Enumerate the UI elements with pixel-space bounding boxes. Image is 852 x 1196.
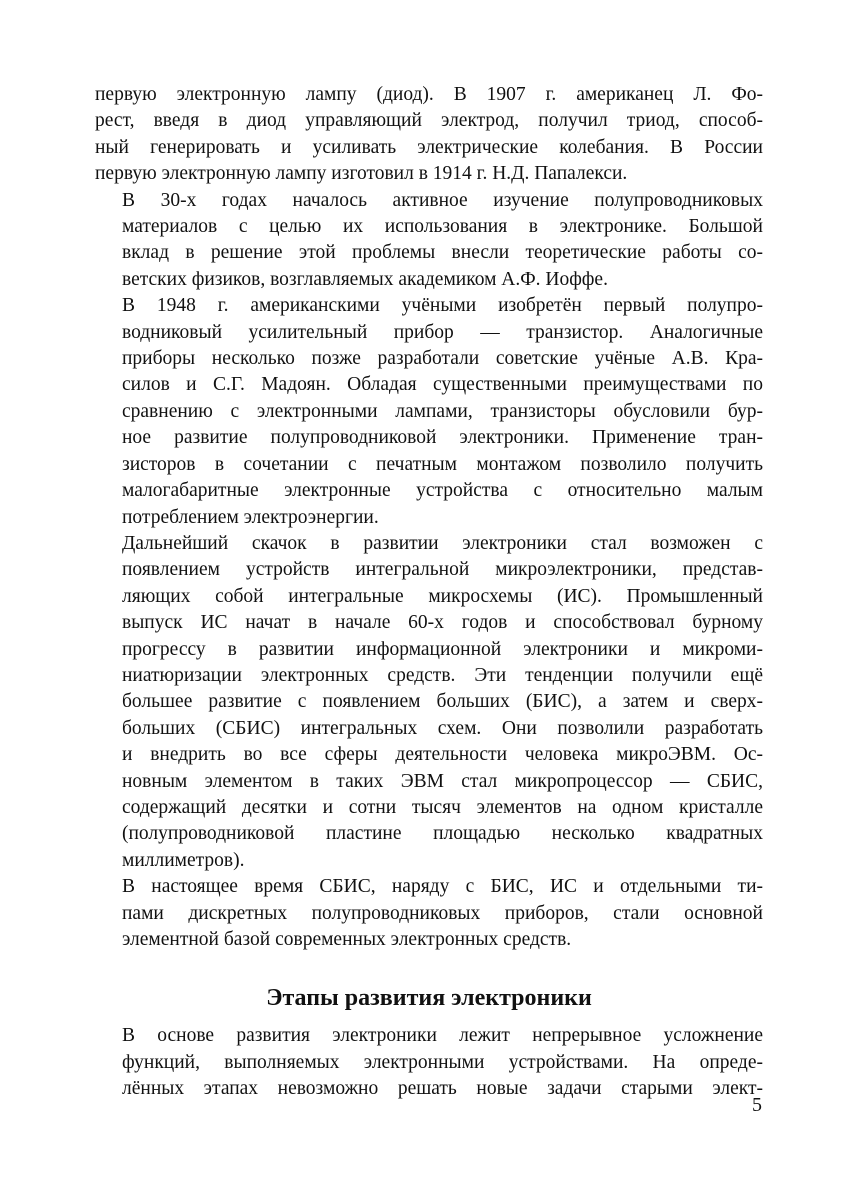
text-line: первую электронную лампу (диод). В 1907 г. американец Л. Фо- <box>95 84 763 105</box>
text-block-section <box>95 1023 763 1102</box>
paragraph <box>95 874 763 953</box>
text-line: и внедрить во все сферы деятельности человека микроЭВМ. Ос- <box>122 744 763 766</box>
paragraph <box>95 293 763 531</box>
page-number: 5 <box>752 1094 762 1116</box>
text-line: функций, выполняемых электронными устройствами. На опреде- <box>122 1051 763 1073</box>
text-line: содержащий десятки и сотни тысяч элементов на одном кристалле <box>122 796 763 818</box>
text-line: (полупроводниковой пластине площадью несколько квадратных <box>122 823 763 845</box>
text-line: ное развитие полупроводниковой электроники. Применение тран- <box>122 427 763 449</box>
text-line: В 1948 г. американскими учёными изобретён первый полупро- <box>122 295 763 317</box>
page-body <box>95 82 763 1103</box>
text-line: вклад в решение этой проблемы внесли теоретические работы со- <box>122 242 763 264</box>
text-line: новным элементом в таких ЭВМ стал микропроцессор — СБИС, <box>122 770 763 792</box>
section-heading: Этапы развития электроники <box>266 985 592 1012</box>
text-line: сравнению с электронными лампами, транзисторы обусловили бур- <box>122 400 763 422</box>
text-line: пами дискретных полупроводниковых приборов, стали основной <box>122 902 763 924</box>
text-line: приборы несколько позже разработали советские учёные А.В. Кра- <box>122 348 763 370</box>
text-line: рест, введя в диод управляющий электрод, получил триод, способ- <box>95 110 763 132</box>
text-line: выпуск ИС начат в начале 60-х годов и способствовал бурному <box>122 612 763 634</box>
text-line: ляющих собой интегральные микросхемы (ИС). Промышленный <box>122 585 763 607</box>
text-line: ный генерировать и усиливать электрические колебания. В России <box>95 136 763 158</box>
text-line: прогрессу в развитии информационной электроники и микроми- <box>122 638 763 660</box>
text-line: В 30-х годах началось активное изучение полупроводниковых <box>122 189 763 211</box>
paragraph <box>95 1023 763 1102</box>
text-line: элементной базой современных электронных средств. <box>122 929 572 950</box>
text-line: первую электронную лампу изготовил в 1914 г. Н.Д. Папалекси. <box>95 163 628 185</box>
paragraph <box>95 188 763 294</box>
paragraph <box>95 531 763 874</box>
text-line: больших (СБИС) интегральных схем. Они позволили разработать <box>122 717 763 739</box>
text-line: ниатюризации электронных средств. Эти тенденции получили ещё <box>122 664 763 686</box>
text-line: В основе развития электроники лежит непрерывное усложнение <box>122 1025 763 1047</box>
text-line: ветских физиков, возглавляемых академиком А.Ф. Иоффе. <box>122 268 608 290</box>
text-line: В настоящее время СБИС, наряду с БИС, ИС и отдельными ти- <box>122 876 763 898</box>
text-line: потреблением электроэнергии. <box>122 506 379 528</box>
text-line: лённых этапах невозможно решать новые задачи старыми элект- <box>122 1078 763 1100</box>
text-block-intro <box>95 82 763 953</box>
text-line: Дальнейший скачок в развитии электроники стал возможен с <box>122 532 763 554</box>
text-line: зисторов в сочетании с печатным монтажом позволило получить <box>122 453 763 475</box>
text-line: большее развитие с появлением больших (БИС), а затем и сверх- <box>122 691 763 713</box>
text-line: материалов с целью их использования в электронике. Большой <box>122 216 763 238</box>
text-line: миллиметров). <box>122 849 245 871</box>
text-line: появлением устройств интегральной микроэлектроники, представ- <box>122 559 763 581</box>
text-line: водниковый усилительный прибор — транзистор. Аналогичные <box>122 321 763 343</box>
text-line: силов и С.Г. Мадоян. Обладая существенными преимуществами по <box>122 374 763 396</box>
paragraph <box>95 82 763 188</box>
text-line: малогабаритные электронные устройства с относительно малым <box>122 480 763 502</box>
